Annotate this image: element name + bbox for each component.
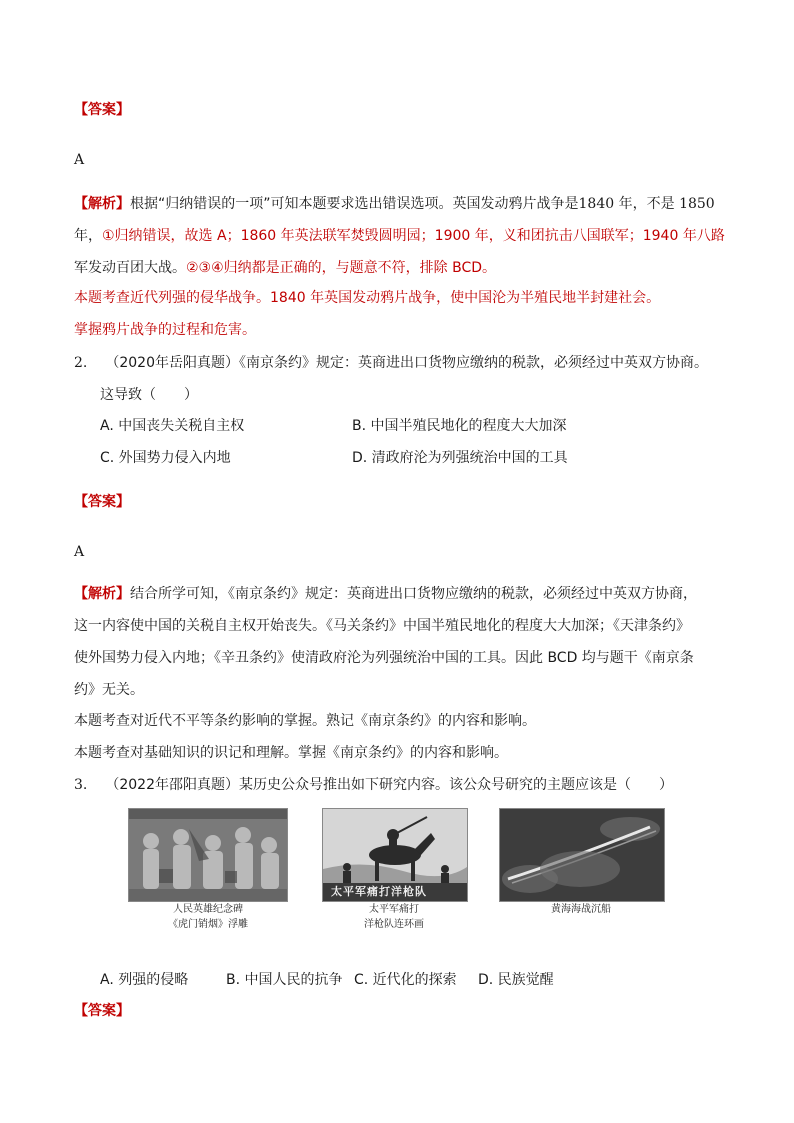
analysis-text: 年， [74,228,102,244]
question-stem: （2020年岳阳真题）《南京条约》规定：英商进出口货物应缴纳的税款，必须经过中英双方协商。 [105,355,708,371]
option-d[interactable]: D. 民族觉醒 [478,972,554,988]
comic-image [322,808,468,902]
answer-tag: 【答案】 [74,102,130,118]
analysis-line-2 [74,226,725,246]
analysis-text: 结合所学可知，《南京条约》规定：英商进出口货物应缴纳的税款，必须经过中英双方协商， [130,586,697,602]
option-d[interactable]: D. 清政府沦为列强统治中国的工具 [352,450,568,466]
analysis-note-2: 掌握鸦片战争的过程和危害。 [74,322,256,338]
answer-tag: 【答案】 [74,1003,130,1019]
answer-value: A [74,544,85,560]
answer-tag: 【答案】 [74,494,130,510]
analysis-highlight: ②③④归纳都是正确的，与题意不符，排除 BCD。 [186,260,497,276]
shipwreck-caption: 黄海海战沉船 [551,904,611,915]
question-3-line-1 [74,775,673,795]
question-stem: （2022年邵阳真题）某历史公众号推出如下研究内容。该公众号研究的主题应该是（ ） [105,777,673,793]
analysis-line-1 [74,584,697,604]
option-b[interactable]: B. 中国半殖民地化的程度大大加深 [352,418,567,434]
option-a[interactable]: A. 中国丧失关税自主权 [100,418,245,434]
analysis-line-3 [74,258,496,278]
analysis-tag: 【解析】 [74,196,130,212]
analysis-note-1: 本题考查对近代不平等条约影响的掌握。熟记《南京条约》的内容和影响。 [74,713,536,729]
relief-image [128,808,288,902]
option-c[interactable]: C. 外国势力侵入内地 [100,450,231,466]
relief-caption: 人民英雄纪念碑 《虎门销烟》浮雕 [168,904,248,930]
answer-value: A [74,152,85,168]
analysis-note-1: 本题考查近代列强的侵华战争。1840 年英国发动鸦片战争，使中国沦为半殖民地半封建社会。 [74,290,661,306]
analysis-line-4: 约》无关。 [74,682,144,698]
analysis-year: 1850 [679,196,715,212]
question-2-line-1 [74,353,708,373]
analysis-note-2: 本题考查对基础知识的识记和理解。掌握《南京条约》的内容和影响。 [74,745,508,761]
analysis-line-1 [74,194,715,214]
comic-caption: 太平军痛打 洋枪队连环画 [364,904,424,930]
analysis-line-3: 使外国势力侵入内地；《辛丑条约》使清政府沦为列强统治中国的工具。因此 BCD 均与题干《南京条 [74,650,694,666]
option-b[interactable]: B. 中国人民的抗争 [226,972,343,988]
analysis-text: 根据“归纳错误的一项”可知本题要求选出错误选项。英国发动鸦片战争是 [130,196,579,212]
analysis-highlight: ①归纳错误，故选 A；1860 年英法联军焚毁圆明园；1900 年，义和团抗击八国联军；1940 年八路 [102,228,725,244]
question-2-line-2: 这导致（ ） [100,387,198,403]
analysis-year: 1840 [578,196,615,212]
question-number: 3. [74,777,88,793]
shipwreck-image [499,808,665,902]
analysis-text: 军发动百团大战。 [74,260,186,276]
comic-overlay-title: 太平军痛打洋枪队 [331,885,427,898]
analysis-line-2: 这一内容使中国的关税自主权开始丧失。《马关条约》中国半殖民地化的程度大大加深；《天津条约》 [74,618,690,634]
option-c[interactable]: C. 近代化的探索 [354,972,457,988]
analysis-text: 年，不是 [614,196,680,212]
question-number: 2. [74,355,88,371]
analysis-tag: 【解析】 [74,586,130,602]
option-a[interactable]: A. 列强的侵略 [100,972,189,988]
